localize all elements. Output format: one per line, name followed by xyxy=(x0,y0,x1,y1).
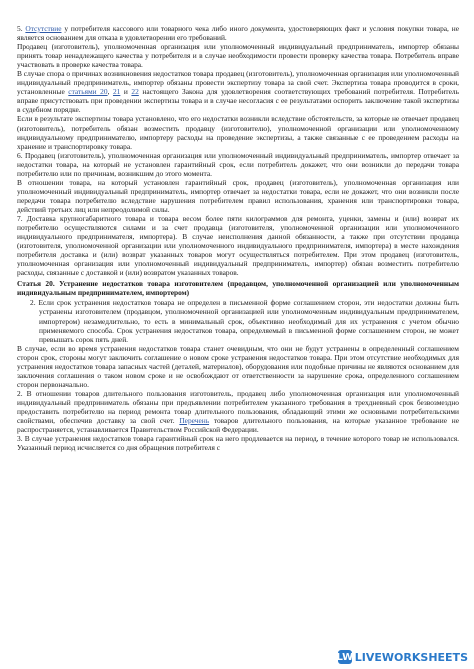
paragraph xyxy=(17,344,459,389)
paragraph xyxy=(17,114,459,150)
paragraph-text: , xyxy=(107,87,113,97)
document-body xyxy=(17,24,459,452)
paragraph-text: Статья 20. Устранение недостатков товара изготовителем (продавцом, уполномоченной организацией или уполномоченным индивидуальным предпринимателем, импортером) xyxy=(17,279,459,298)
paragraph xyxy=(17,389,459,434)
paragraph-text: Если в результате экспертизы товара установлено, что его недостатки возникли вследствие обстоятельств, за которые не отвечает продавец (изготовитель), потребитель обязан возместить продавцу (изготовителю), уполномоченной организации или уполномоченному индивидуальному предпринимателю, импортеру расходы на проведение экспертизы, а также связанные с ее проведением расходы на хранение и транспортировку товара. xyxy=(17,114,459,151)
watermark-text: LIVEWORKSHEETS xyxy=(354,650,468,664)
law-reference-link[interactable]: статьями 20 xyxy=(68,87,108,97)
paragraph-text: настоящего Закона для удовлетворения соответствующих требований потребителя. Потребитель вправе присутствовать при проведении экспертизы товара и в случае несогласия с ее результатами оспорить заключение такой экспертизы в судебном порядке. xyxy=(17,87,459,115)
paragraph-text: В случае, если во время устранения недостатков товара станет очевидным, что они не будут устранены в определенный соглашением сторон срок, стороны могут заключить соглашение о новом сроке устранения недостатков товара. При этом отсутствие необходимых для устранения недостатков товара запасных частей (деталей, материалов), оборудования или подобные причины не являются основанием для заключения соглашения о таком новом сроке и не освобождают от ответственности за нарушение срока, определенного соглашением сторон первоначально. xyxy=(17,343,459,389)
paragraph-text: 3. В случае устранения недостатков товара гарантийный срок на него продлевается на период, в течение которого товар не использовался. Указанный период исчисляется со дня обращения потребителя с xyxy=(17,434,459,453)
liveworksheets-logo-icon: LW xyxy=(336,651,354,663)
paragraph-text: у потребителя кассового или товарного чека либо иного документа, удостоверяющих факт и условия покупки товара, не является основанием для отказа в удовлетворении его требований. xyxy=(17,24,459,43)
paragraph-text: 6. Продавец (изготовитель), уполномоченная организация или уполномоченный индивидуальный предприниматель, импортер отвечает за недостатки товара, на который не установлен гарантийный срок, если потребитель докажет, что они возникли до передачи товара потребителю или по причинам, возникшим до этого момента. xyxy=(17,150,459,178)
paragraph-text: и xyxy=(120,87,132,97)
paragraph xyxy=(17,24,459,42)
paragraph-text: 2. В отношении товаров длительного пользования изготовитель, продавец либо уполномоченная организация или уполномоченный индивидуальный предприниматель обязаны при предъявлении потребителем указанного требования в трехдневный срок безвозмездно предоставить потребителю на период ремонта товар длительного пользования, обладающий этими же основными потребительскими свойствами, обеспечив доставку за свой счет. xyxy=(17,388,459,426)
paragraph xyxy=(17,69,459,114)
paragraph-text: товаров длительного пользования, на которые указанное требование не распространяется, устанавливается Правительством Российской Федерации. xyxy=(17,416,459,435)
law-reference-link[interactable]: Отсутствие xyxy=(25,24,62,33)
article-heading xyxy=(17,279,459,297)
liveworksheets-watermark xyxy=(338,649,468,665)
law-reference-link[interactable]: 22 xyxy=(131,87,139,97)
paragraph-text: Продавец (изготовитель), уполномоченная организация или уполномоченный индивидуальный предприниматель, импортер обязаны принять товар ненадлежащего качества у потребителя и в случае необходимости провести проверку качества товара. Потребитель вправе участвовать в проверке качества товара. xyxy=(17,42,459,70)
paragraph-text: 5. xyxy=(17,24,26,33)
paragraph xyxy=(17,178,459,214)
paragraph xyxy=(17,298,459,343)
paragraph xyxy=(17,42,459,69)
law-reference-link[interactable]: 21 xyxy=(112,87,121,97)
paragraph-text: 7. Доставка крупногабаритного товара и товара весом более пяти килограммов для ремонта, уценки, замены и (или) возврат их потребителю осуществляются силами и за счет продавца (изготовителя, уполномоченной организации или уполномоченного индивидуального предпринимателя, импортера). В случае неисполнения данной обязанности, а также при отсутствии продавца (изготовителя, уполномоченной организации или уполномоченного индивидуального предпринимателя, импортера) в месте нахождения потребителя доставка и (или) возврат указанных товаров могут осуществляться потребителем. При этом продавец (изготовитель, уполномоченная организация или уполномоченный индивидуальный предприниматель, импортер) обязан возместить потребителю расходы, связанные с доставкой и (или) возвратом указанных товаров. xyxy=(17,213,459,278)
paragraph-text: 2. Если срок устранения недостатков товара не определен в письменной форме соглашением сторон, эти недостатки должны быть устранены изготовителем (продавцом, уполномоченной организацией или уполномоченным индивидуальным предпринимателем, импортером) незамедлительно, то есть в минимальный срок, объективно необходимый для их устранения с учетом обычно применяемого способа. Срок устранения недостатков товара, определяемый в письменной форме соглашением сторон, не может превышать сорок пять дней. xyxy=(30,298,459,344)
paragraph xyxy=(17,151,459,178)
paragraph-text: В отношении товара, на который установлен гарантийный срок, продавец (изготовитель), уполномоченная организация или уполномоченный индивидуальный предприниматель, импортер отвечает за недостатки товара, если не докажет, что они возникли после передачи товара потребителю вследствие нарушения потребителем правил использования, хранения или транспортировки товара, действий третьих лиц или непреодолимой силы. xyxy=(17,177,459,214)
paragraph-text: В случае спора о причинах возникновения недостатков товара продавец (изготовитель), уполномоченная организация или уполномоченный индивидуальный предприниматель, импортер обязаны провести экспертизу товара за свой счет. Экспертиза товара проводится в сроки, установленные xyxy=(17,69,459,97)
paragraph xyxy=(17,434,459,452)
law-reference-link[interactable]: Перечень xyxy=(179,416,210,426)
paragraph xyxy=(17,214,459,277)
